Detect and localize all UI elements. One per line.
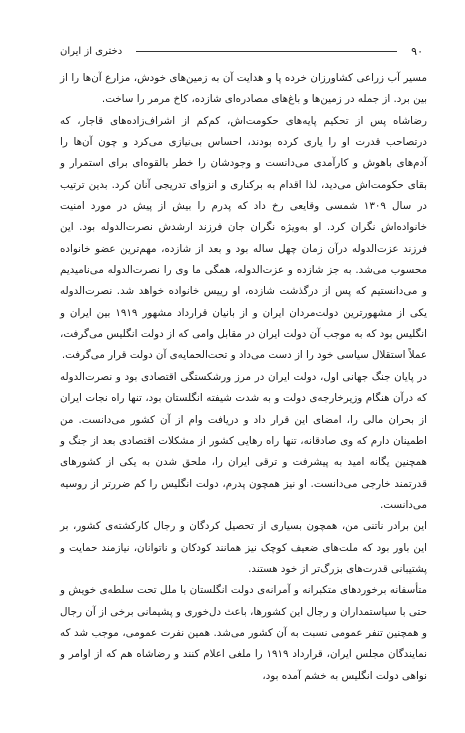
paragraph: مسیر آب زراعی کشاورزان خرده پا و هدایت آن به زمین‌های خودش، مزارع آن‌ها را از بین برد. از جمله در زمین‌ها و باغ‌های مصادره‌ای شازده، کاخ مرمر را ساخت.	[60, 72, 427, 106]
paragraph: متأسفانه برخوردهای متکبرانه و آمرانه‌ی دولت انگلستان با ملل تحت سلطه‌ی خویش و حتی با سیاستمداران و رجال این کشورها، باعث دل‌خوری و پشیمانی برخی از آن رجال و همچنین تنفر عمومی نسبت به آن کشور می‌شد. همین نفرت عمومی، موجب شد که نمایندگان مجلس ایران، قرارداد ۱۹۱۹ را ملغی اعلام کنند و رضاشاه هم که از اوامر و نواهی دولت انگلیس به خشم آمده بود،	[60, 584, 427, 682]
paragraph: این برادر ناتنی من، همچون بسیاری از تحصیل کردگان و رجال کارکشته‌ی کشور، بر این باور بود که ملت‌های ضعیف کوچک نیز همانند کودکان و ناتوانان، نیازمند حمایت و پشتیبانی قدرت‌های بزرگ‌تر از خود هستند.	[60, 520, 427, 575]
paragraph: در پایان جنگ جهانی اول، دولت ایران در مرز ورشکستگی اقتصادی بود و نصرت‌الدوله که درآن هنگام وزیرخارجه‌ی دولت و به شدت شیفته انگلستان بود، تنها راه نجات ایران از بحران مالی را، امضای این قرار داد و دریافت وام از آن کشور می‌دانست. من اطمینان دارم که وی صادقانه، تنها راه رهایی کشور از مشکلات اقتصادی بعد از جنگ و همچنین یگانه امید به پیشرفت و ترقی ایران را، ملحق شدن به یکی از کشورهای قدرتمند خارجی می‌دانست. او نیز همچون پدرم، دولت انگلیس را کم ضررتر از روسیه می‌دانست.	[60, 370, 427, 511]
page-number: ۹۰	[411, 44, 423, 58]
header-rule	[136, 51, 397, 52]
running-header	[60, 42, 423, 60]
paragraph: رضاشاه پس از تحکیم پایه‌های حکومت‌اش، کم‌کم از اشراف‌زاده‌های قاجار، که درتصاحب قدرت او را یاری کرده بودند، احساس بی‌نیازی می‌کرد و چون آن‌ها را آدم‌های باهوش و کارآمدی می‌دانست و وجودشان را خطر بالقوه‌ای برای استمرار و بقای حکومت‌اش می‌دید، لذا اقدام به برکناری و انزوای تدریجی آنان کرد. بدین ترتیب در سال ۱۳۰۹ شمسی وقایعی رخ داد که پدرم را بیش از پیش در مورد امنیت خانواده‌اش نگران کرد. او به‌ویژه نگران جان فرزند ارشدش نصرت‌الدوله بود. این فرزند عزت‌الدوله درآن زمان چهل ساله بود و بعد از شازده، مهم‌ترین عضو خانواده محسوب می‌شد. به جز شازده و عزت‌الدوله، همگی ما وی را نصرت‌الدوله می‌نامیدیم و می‌دانستیم که پس از درگذشت شازده، او رییس خانواده خواهد شد. نصرت‌الدوله یکی از مشهورترین دولت‌مردان ایران و از بانیان قرارداد مشهور ۱۹۱۹ بین ایران و انگلیس بود که به موجب آن دولت ایران در مقابل وامی که از دولت انگلیس می‌گرفت، عملاً استقلال سیاسی خود را از دست می‌داد و تحت‌الحمایه‌ی آن دولت قرار می‌گرفت.	[60, 114, 427, 362]
running-title: دختری از ایران	[60, 45, 123, 57]
body-text	[60, 68, 427, 687]
